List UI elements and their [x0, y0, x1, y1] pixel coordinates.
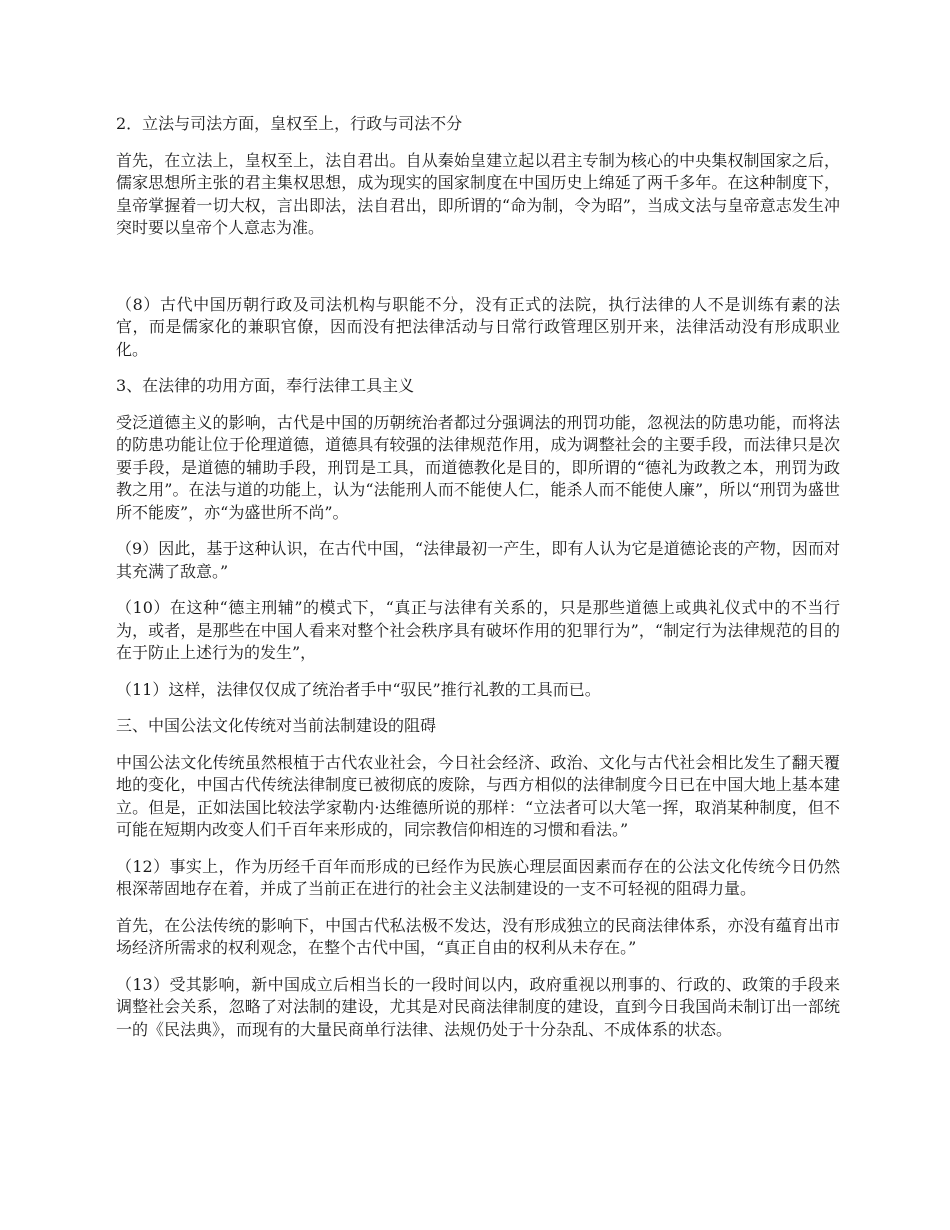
paragraph-moralism: 受泛道德主义的影响，古代是中国的历朝统治者都过分强调法的刑罚功能，忽视法的防患功能，而将法的防患功能让位于伦理道德，道德具有较强的法律规范作用，成为调整社会的主要手段，而法律只是次要手段，是道德的辅助手段，刑罚是工具，而道德教化是目的，即所谓的“德礼为政教之本，刑罚为政教之用”。在法与道的功能上，认为“法能刑人而不能使人仁，能杀人而不能使人廉”，所以“刑罚为盛世所不能废”，亦“为盛世所不尚”。 [116, 412, 840, 522]
paragraph-legislation-intro: 首先，在立法上，皇权至上，法自君出。自从秦始皇建立起以君主专制为核心的中央集权制国家之后，儒家思想所主张的君主集权思想，成为现实的国家制度在中国历史上绵延了两千多年。在这种制度下，皇帝掌握着一切大权，言出即法，法自君出，即所谓的“命为制，令为昭”，当成文法与皇帝意志发生冲突时要以皇帝个人意志为准。 [116, 150, 840, 237]
document-page [116, 113, 840, 1055]
section-heading-legislation: 2．立法与司法方面，皇权至上，行政与司法不分 [116, 114, 463, 133]
paragraph-note-8: （8）古代中国历朝行政及司法机构与职能不分，没有正式的法院，执行法律的人不是训练有素的法官，而是儒家化的兼职官僚，因而没有把法律活动与日常行政管理区别开来，法律活动没有形成职业化。 [116, 294, 840, 359]
section-heading-instrumentalism: 3、在法律的功用方面，奉行法律工具主义 [116, 376, 415, 395]
paragraph-private-law: 首先，在公法传统的影响下，中国古代私法极不发达，没有形成独立的民商法律体系，亦没有蕴育出市场经济所需求的权利观念，在整个古代中国，“真正自由的权利从未存在。” [116, 915, 840, 957]
section-heading-obstacles: 三、中国公法文化传统对当前法制建设的阻碍 [116, 716, 437, 735]
paragraph-note-12: （12）事实上，作为历经千百年而形成的已经作为民族心理层面因素而存在的公法文化传统今日仍然根深蒂固地存在着，并成了当前正在进行的社会主义法制建设的一支不可轻视的阻碍力量。 [116, 856, 840, 898]
paragraph-note-9: （9）因此，基于这种认识，在古代中国，“法律最初一产生，即有人认为它是道德论丧的产物，因而对其充满了敌意。” [116, 539, 840, 581]
paragraph-note-13: （13）受其影响，新中国成立后相当长的一段时间以内，政府重视以刑事的、行政的、政策的手段来调整社会关系，忽略了对法制的建设，尤其是对民商法律制度的建设，直到今日我国尚未制订出一部统一的《民法典》，而现有的大量民商单行法律、法规仍处于十分杂乱、不成体系的状态。 [116, 974, 840, 1039]
paragraph-note-10: （10）在这种“德主刑辅”的模式下，“真正与法律有关系的，只是那些道德上或典礼仪式中的不当行为，或者，是那些在中国人看来对整个社会秩序具有破坏作用的犯罪行为”，“制定行为法律规范的目的在于防止上述行为的发生”， [116, 598, 840, 662]
paragraph-tradition: 中国公法文化传统虽然根植于古代农业社会，今日社会经济、政治、文化与古代社会相比发生了翻天覆地的变化，中国古代传统法律制度已被彻底的废除，与西方相似的法律制度今日已在中国大地上基本建立。但是，正如法国比较法学家勒内·达维德所说的那样：“立法者可以大笔一挥，取消某种制度，但不可能在短期内改变人们千百年来形成的，同宗教信仰相连的习惯和看法。” [116, 752, 840, 839]
paragraph-note-11: （11）这样，法律仅仅成了统治者手中“驭民”推行礼教的工具而已。 [116, 679, 601, 699]
spacer [116, 254, 840, 294]
